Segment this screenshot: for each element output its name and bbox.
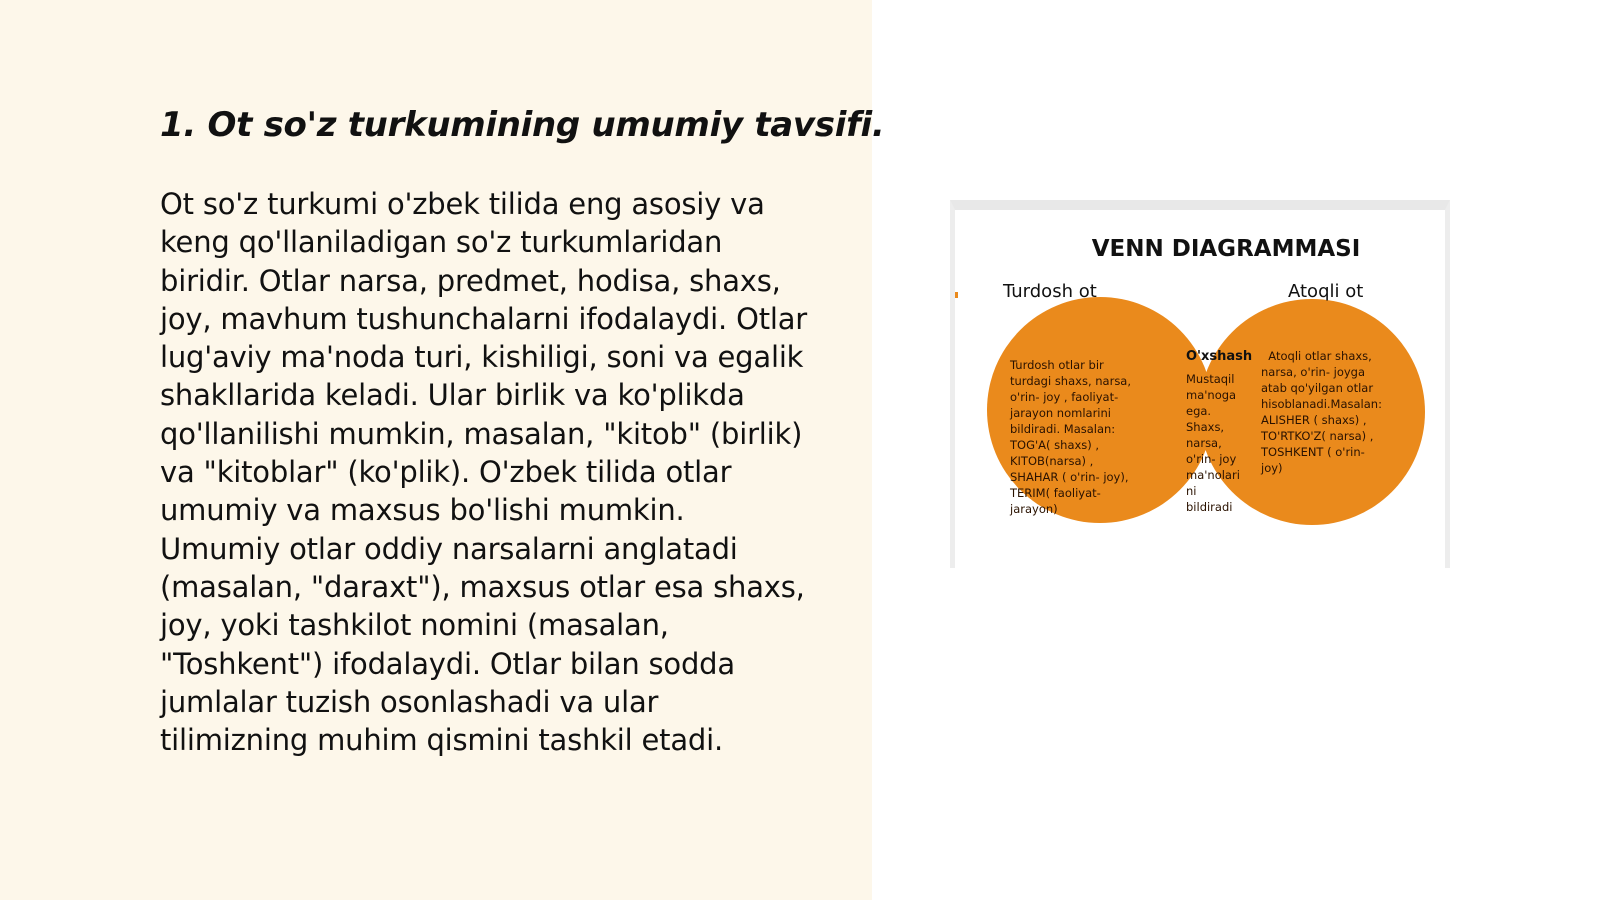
body-line: Umumiy otlar oddiy narsalarni anglatadi <box>160 531 738 566</box>
venn-left-line: KITOB(narsa) , <box>1010 454 1094 468</box>
venn-middle-line: ni <box>1186 484 1197 498</box>
venn-title: VENN DIAGRAMMASI <box>1091 236 1361 262</box>
venn-diagram-image <box>950 200 1450 568</box>
venn-middle-line: Mustaqil <box>1186 372 1235 386</box>
venn-middle-line: ma'noga <box>1186 388 1237 402</box>
venn-right-line: TOSHKENT ( o'rin- <box>1261 445 1365 459</box>
venn-middle-line: o'rin- joy <box>1186 452 1237 466</box>
venn-left-line: bildiradi. Masalan: <box>1010 422 1116 436</box>
venn-left-line: TERIM( faoliyat- <box>1010 486 1101 500</box>
venn-right-line: Atoqli otlar shaxs, <box>1261 349 1372 363</box>
body-line: Ot so'z turkumi o'zbek tilida eng asosiy va <box>160 187 765 221</box>
venn-right-circle <box>1199 299 1425 525</box>
body-line: joy, yoki tashkilot nomini (masalan, <box>160 608 669 643</box>
venn-right-line: hisoblanadi.Masalan: <box>1261 397 1382 411</box>
venn-left-line: jarayon) <box>1010 502 1058 516</box>
body-line: "Toshkent") ifodalaydi. Otlar bilan sodda <box>160 646 735 681</box>
venn-right-line: narsa, o'rin- joyga <box>1261 365 1366 379</box>
venn-left-line: TOG'A( shaxs) , <box>1010 438 1100 452</box>
venn-right-line: joy) <box>1261 461 1283 475</box>
venn-diagram <box>955 210 1445 568</box>
body-line: biridir. Otlar narsa, predmet, hodisa, shaxs, <box>160 263 781 298</box>
body-line: umumiy va maxsus bo'lishi mumkin. <box>160 493 685 528</box>
body-line: (masalan, "daraxt"), maxsus otlar esa shaxs, <box>160 569 805 604</box>
body-line: joy, mavhum tushunchalarni ifodalaydi. Otlar <box>160 301 808 336</box>
body-line: jumlalar tuzish osonlashadi va ular <box>160 684 659 719</box>
venn-left-line: o'rin- joy , faoliyat- <box>1010 390 1119 404</box>
venn-middle-line: bildiradi <box>1186 500 1233 514</box>
venn-left-line: jarayon nomlarini <box>1010 406 1111 420</box>
venn-right-line: atab qo'yilgan otlar <box>1261 381 1374 395</box>
venn-right-line: ALISHER ( shaxs) , <box>1261 413 1367 427</box>
body-line: tilimizning muhim qismini tashkil etadi. <box>160 723 724 758</box>
venn-right-label: Atoqli ot <box>1288 281 1364 302</box>
venn-left-line: SHAHAR ( o'rin- joy), <box>1010 470 1129 484</box>
orange-marker <box>955 292 958 298</box>
venn-left-line: Turdosh otlar bir <box>1010 358 1104 372</box>
slide-title: 1. Ot so'z turkumining umumiy tavsifi. <box>160 105 885 145</box>
body-line: keng qo'llaniladigan so'z turkumlaridan <box>160 225 723 260</box>
body-line: qo'llanilishi mumkin, masalan, "kitob" (birlik) <box>160 416 803 451</box>
venn-middle-heading: O'xshash <box>1186 349 1253 364</box>
body-line: va "kitoblar" (ko'plik). O'zbek tilida otlar <box>160 455 732 490</box>
venn-left-line: turdagi shaxs, narsa, <box>1010 374 1132 388</box>
venn-left-label: Turdosh ot <box>1003 281 1097 302</box>
venn-middle-line: ma'nolari <box>1186 468 1240 482</box>
venn-middle-line: narsa, <box>1186 436 1222 450</box>
venn-middle-line: Shaxs, <box>1186 420 1225 434</box>
body-line: lug'aviy ma'noda turi, kishiligi, soni va egalik <box>160 340 804 375</box>
venn-middle-line: ega. <box>1186 404 1212 418</box>
venn-right-line: TO'RTKO'Z( narsa) , <box>1261 429 1374 443</box>
body-line: shakllarida keladi. Ular birlik va ko'plikda <box>160 378 745 413</box>
slide-body <box>160 185 850 759</box>
